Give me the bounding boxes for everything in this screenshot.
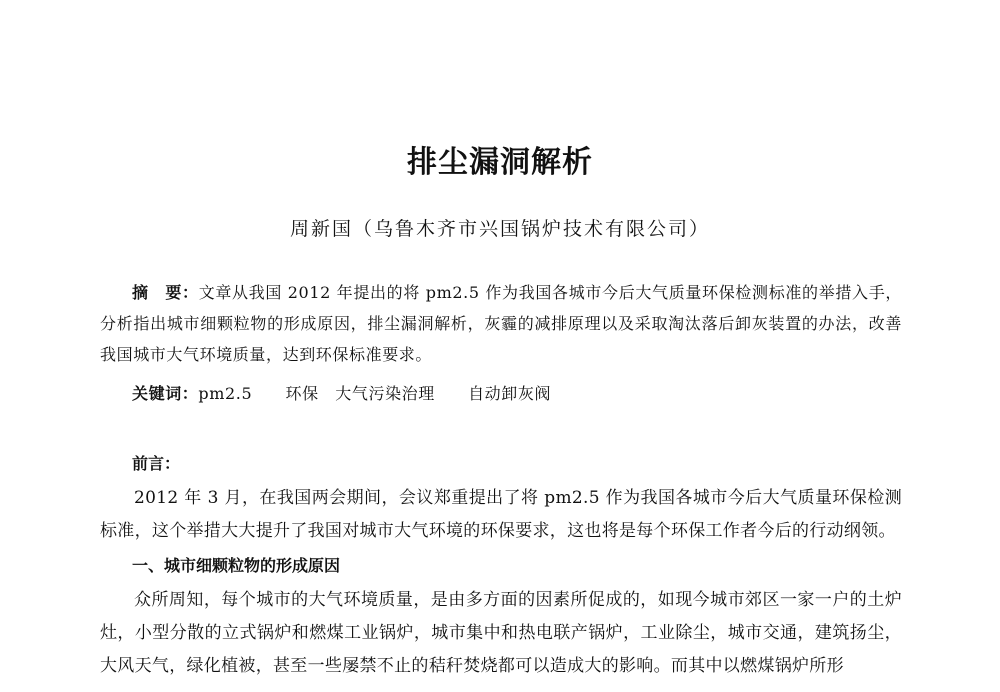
keywords-text: pm2.5 环保 大气污染治理 自动卸灰阀 [198, 384, 552, 403]
abstract-label: 摘 要： [132, 283, 199, 302]
section-1-heading: 一、城市细颗粒物的形成原因 [132, 556, 341, 575]
section-1-paragraph: 众所周知，每个城市的大气环境质量，是由多方面的因素所促成的，如现今城市郊区一家一户的土炉灶，小型分散的立式锅炉和燃煤工业锅炉，城市集中和热电联产锅炉，工业除尘，城市交通，建筑扬尘，大风天气，绿化植被，甚至一些屡禁不止的秸秆焚烧都可以造成大的影响。而其中以燃煤锅炉所形 [100, 590, 902, 676]
paper-title: 排尘漏洞解析 [407, 145, 593, 180]
abstract-paragraph [100, 277, 902, 370]
author-affiliation: 周新国（乌鲁木齐市兴国锅炉技术有限公司） [289, 218, 710, 240]
abstract-text: 文章从我国 2012 年提出的将 pm2.5 作为我国各城市今后大气质量环保检测标准的举措入手，分析指出城市细颗粒物的形成原因，排尘漏洞解析，灰霾的减排原理以及采取淘汰落后卸灰装置的办法，改善我国城市大气环境质量，达到环保标准要求。 [100, 283, 902, 364]
preface-heading: 前言： [132, 454, 181, 473]
keywords-label: 关键词： [132, 384, 199, 403]
keywords-line [132, 381, 551, 404]
preface-paragraph: 2012 年 3 月，在我国两会期间，会议郑重提出了将 pm2.5 作为我国各城市今后大气质量环保检测标准，这个举措大大提升了我国对城市大气环境的环保要求，这也将是每个环保工作者今后的行动纲领。 [100, 488, 902, 541]
